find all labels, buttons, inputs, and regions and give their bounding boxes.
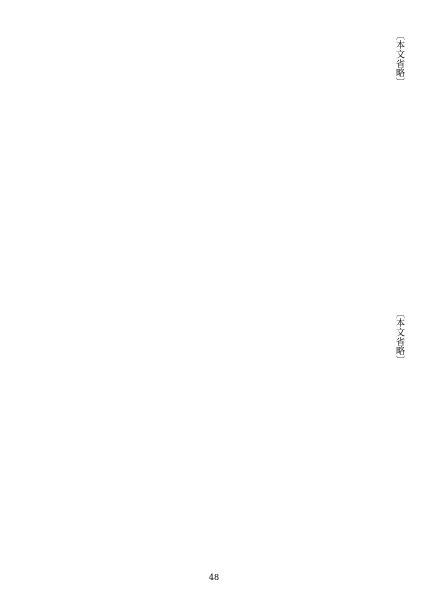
paragraph: 〔本文省略〕 [394, 31, 404, 87]
page-number: 48 [208, 573, 220, 582]
text-column-top [22, 22, 406, 284]
text-column-bottom [22, 300, 406, 562]
paragraph: 〔本文省略〕 [394, 309, 404, 365]
